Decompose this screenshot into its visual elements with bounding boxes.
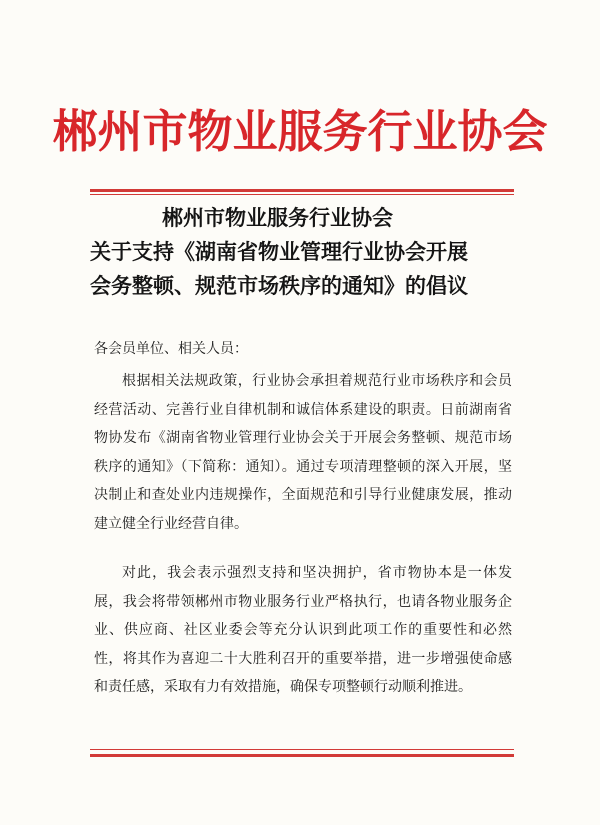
document-title xyxy=(0,201,600,303)
body-paragraph-1: 根据相关法规政策，行业协会承担着规范行业市场秩序和会员经营活动、完善行业自律机制和诚信体系建设的职责。日前湖南省物协发布《湖南省物业管理行业协会关于开展会务整顿、规范市场秩序的通知》（下简称：通知）。通过专项清理整顿的深入开展，坚决制止和查处业内违规操作，全面规范和引导行业健康发展，推动建立健全行业经营自律。 xyxy=(94,373,512,532)
footer-rule-thick xyxy=(90,754,514,757)
document-title-line-3: 会务整顿、规范市场秩序的通知》的倡议 xyxy=(90,273,468,298)
footer-rule-thin xyxy=(90,749,514,750)
letterhead-rule-thin xyxy=(90,194,514,195)
letterhead-title: 郴州市物业服务行业协会 xyxy=(52,105,548,158)
salutation: 各会员单位、相关人员： xyxy=(94,341,248,357)
letterhead-rule-thick xyxy=(90,189,514,192)
body-paragraph-2: 对此，我会表示强烈支持和坚决拥护，省市物协本是一体发展，我会将带领郴州市物业服务行业严格执行，也请各物业服务企业、供应商、社区业委会等充分认识到此项工作的重要性和必然性，将其作为喜迎二十大胜利召开的重要举措，进一步增强使命感和责任感，采取有力有效措施，确保专项整顿行动顺利推进。 xyxy=(94,565,512,695)
document-title-line-1: 郴州市物业服务行业协会 xyxy=(162,205,393,230)
document-title-line-2: 关于支持《湖南省物业管理行业协会开展 xyxy=(90,239,468,264)
